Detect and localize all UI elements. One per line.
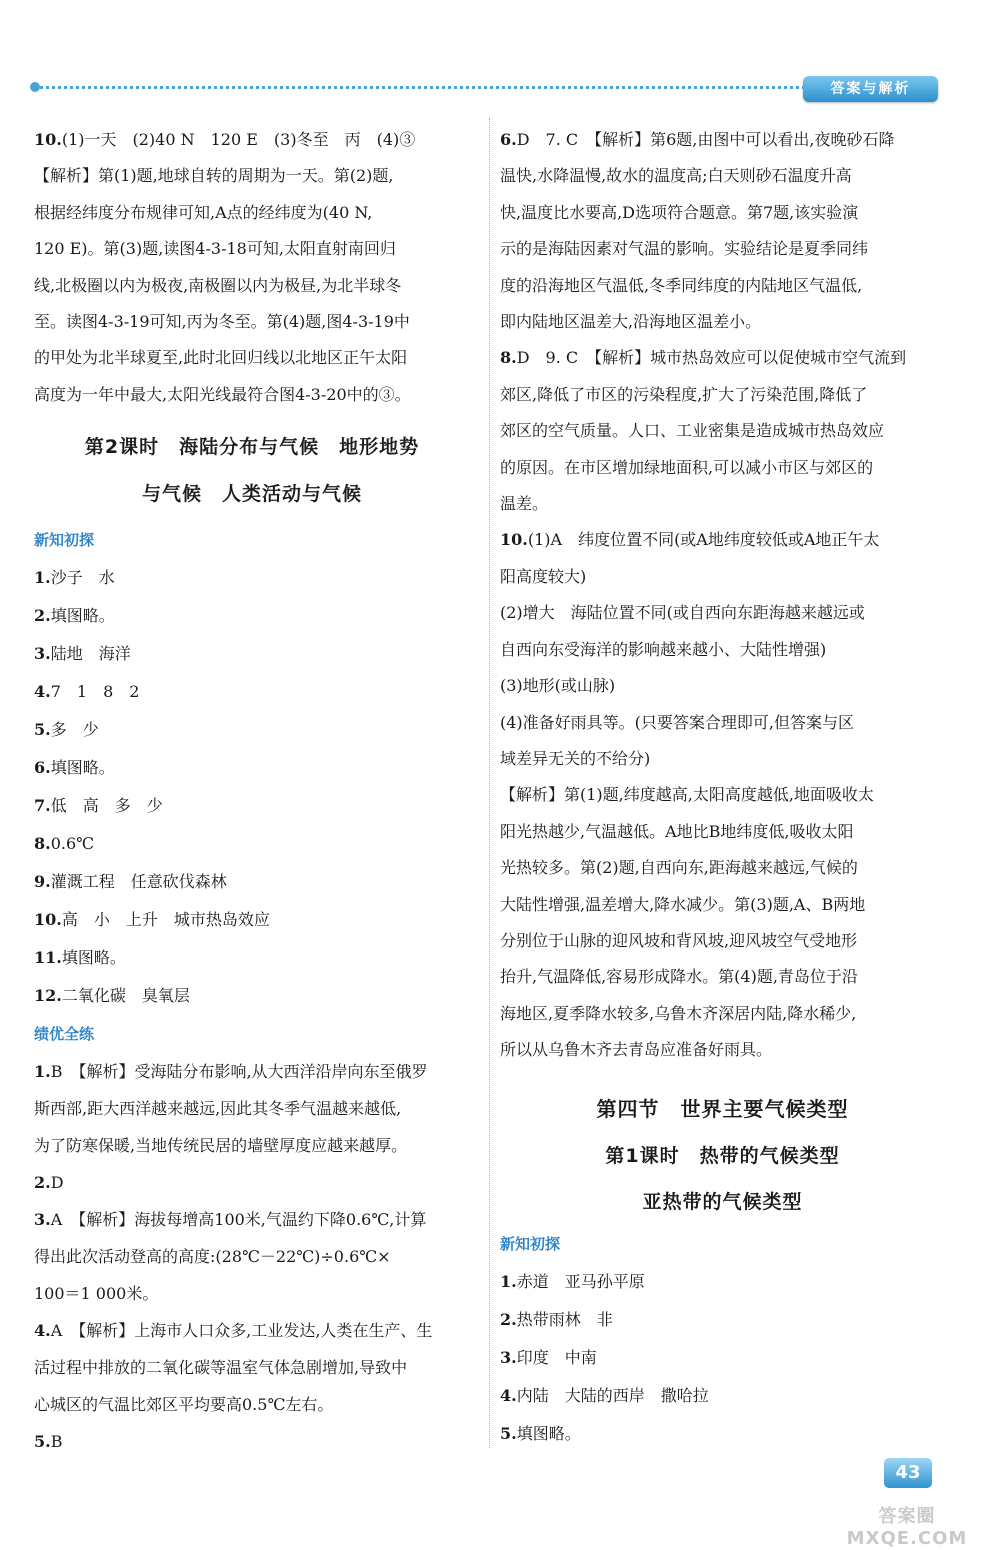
analysis-line: 【解析】第(1)题,地球自转的周期为一天。第(2)题, [34, 166, 394, 186]
section-label-xinzhi: 新知初探 [34, 531, 95, 550]
page-number: 43 [884, 1458, 932, 1488]
list-item: 5.多 少 [34, 720, 99, 740]
analysis-line: 线,北极圈以内为极夜,南极圈以内为极昼,为北半球冬 [34, 275, 402, 295]
header-badge: 答案与解析 [803, 76, 938, 102]
list-item: 6.填图略。 [34, 758, 115, 778]
xinzhi-list-right [500, 1263, 945, 1453]
answer-line: 自西向东受海洋的影响越来越小、大陆性增强) [500, 639, 827, 659]
q10-number: 10. [34, 130, 62, 149]
answer-line: 阳光热越少,气温越低。A地比B地纬度低,吸收太阳 [500, 821, 854, 841]
q8-9-answer: 8.D 9. C 【解析】城市热岛效应可以促使城市空气流到 郊区,降低了市区的污染程度,扩大了污染范围,降低了 郊区的空气质量。人口、工业密集是造成城市热岛效应 的原因。在市区增加绿地面积,可以减小市区与郊区的 温差。 [500, 340, 945, 522]
answer-line: 郊区的空气质量。人口、工业密集是造成城市热岛效应 [500, 421, 885, 441]
answer-line: 分别位于山脉的迎风坡和背风坡,迎风坡空气受地形 [500, 930, 858, 950]
answer-line: 所以从乌鲁木齐去青岛应准备好雨具。 [500, 1040, 773, 1060]
answer-line: 域差异无关的不给分) [500, 748, 651, 768]
list-item: 1.沙子 水 [34, 568, 115, 588]
answer-line: (4)准备好雨具等。(只要答案合理即可,但答案与区 [500, 712, 854, 732]
analysis-line: 120 E)。第(3)题,读图4-3-18可知,太阳直射南回归 [34, 239, 396, 259]
q10-text: (1)一天 (2)40 N 120 E (3)冬至 丙 (4)③ [61, 130, 416, 149]
jiyou-list [34, 1053, 470, 1460]
answer-line: 大陆性增强,温差增大,降水减少。第(3)题,A、B两地 [500, 894, 866, 914]
list-item: 9.灌溉工程 任意砍伐森林 [34, 872, 227, 892]
list-item: 2.填图略。 [34, 606, 115, 626]
xinzhi-list [34, 559, 470, 1015]
lesson1-title-line1: 第1课时 热带的气候类型 [605, 1144, 840, 1167]
q10-analysis [34, 158, 470, 413]
q6-7-answer: 6.D 7. C 【解析】第6题,由图中可以看出,夜晚砂石降 温快,水降温慢,故水的温度高;白天则砂石温度升高 快,温度比水要高,D选项符合题意。第7题,该实验演 示的是海陆因素对气温的影响。实验结论是夏季同纬 度的沿海地区气温低,冬季同纬度的内陆地区气温低, 即内陆地区温差大,沿海地区温差小。 [500, 122, 945, 340]
q10-answer [34, 122, 470, 158]
section-label-jiyou: 绩优全练 [34, 1025, 95, 1044]
list-item: 7.低 高 多 少 [34, 796, 163, 816]
left-column [34, 122, 470, 1460]
list-item: 2.热带雨林 非 [500, 1309, 613, 1329]
right-column [500, 122, 945, 1453]
list-item: 2.D [34, 1173, 64, 1193]
list-item: 4.内陆 大陆的西岸 撒哈拉 [500, 1385, 709, 1405]
list-item-continued: 心城区的气温比郊区平均要高0.5℃左右。 [34, 1395, 334, 1415]
list-item: 12.二氧化碳 臭氧层 [34, 986, 190, 1006]
answer-line: (3)地形(或山脉) [500, 676, 616, 696]
answer-line: 阳高度较大) [500, 566, 587, 586]
list-item: 5.B [34, 1432, 63, 1452]
section-title: 第四节 世界主要气候类型 [596, 1096, 849, 1121]
list-item: 1.B 【解析】受海陆分布影响,从大西洋沿岸向东至俄罗 [34, 1062, 428, 1082]
lesson1-title-line2: 亚热带的气候类型 [642, 1190, 803, 1213]
answer-line: 【解析】第(1)题,纬度越高,太阳高度越低,地面吸收太 [500, 785, 874, 805]
section-label-xinzhi-right: 新知初探 [500, 1234, 561, 1253]
answer-line: 郊区,降低了市区的污染程度,扩大了污染范围,降低了 [500, 384, 868, 404]
list-item-continued: 为了防寒保暖,当地传统民居的墙壁厚度应越来越厚。 [34, 1136, 408, 1156]
list-item: 1.赤道 亚马孙平原 [500, 1271, 645, 1291]
list-item-continued: 活过程中排放的二氧化碳等温室气体急剧增加,导致中 [34, 1358, 408, 1378]
list-item: 3.A 【解析】海拔每增高100米,气温约下降0.6℃,计算 [34, 1210, 427, 1230]
answer-line: 抬升,气温降低,容易形成降水。第(4)题,青岛位于沿 [500, 967, 858, 987]
answer-line: 的原因。在市区增加绿地面积,可以减小市区与郊区的 [500, 457, 874, 477]
answer-line: 快,温度比水要高,D选项符合题意。第7题,该实验演 [500, 202, 859, 222]
q10-answer-right: 10.(1)A 纬度位置不同(或A地纬度较低或A地正午太 阳高度较大) (2)增大 海陆位置不同(或自西向东距海越来越远或 自西向东受海洋的影响越来越小、大陆性增强) (3)地形(或山脉) (4)准备好雨具等。(只要答案合理即可,但答案与区 域差异无关的不给分) 【解析】第(1)题,纬度越高,太阳高度越低,地面吸收太 阳光热越少,气温越低。A地比B地纬度低,吸收太阳 光热较多。第(2)题,自西向东,距海越来越远,气候的 大陆性增强,温差增大,降水减少。第(3)题,A、B两地 分别位于山脉的迎风坡和背风坡,迎风坡空气受地形 抬升,气温降低,容易形成降水。第(4)题,青岛位于沿 海地区,夏季降水较多,乌鲁木齐深居内陆,降水稀少, 所以从乌鲁木齐去青岛应准备好雨具。 [500, 522, 945, 1068]
list-item: 8.0.6℃ [34, 834, 95, 854]
answer-line: (2)增大 海陆位置不同(或自西向东距海越来越远或 [500, 603, 865, 623]
watermark: 答案圈 MXQE.COM [846, 1506, 968, 1549]
column-divider [489, 118, 490, 1448]
header-dotted-rule [35, 86, 805, 89]
list-item: 4.A 【解析】上海市人口众多,工业发达,人类在生产、生 [34, 1321, 433, 1341]
list-item: 3.印度 中南 [500, 1347, 597, 1367]
list-item-continued: 得出此次活动登高的高度:(28℃－22℃)÷0.6℃× [34, 1247, 391, 1267]
answer-line: 光热较多。第(2)题,自西向东,距海越来越远,气候的 [500, 858, 858, 878]
analysis-line: 的甲处为北半球夏至,此时北回归线以北地区正午太阳 [34, 348, 408, 368]
list-item: 5.填图略。 [500, 1423, 581, 1443]
analysis-line: 至。读图4-3-19可知,丙为冬至。第(4)题,图4-3-19中 [34, 312, 410, 332]
list-item: 11.填图略。 [34, 948, 126, 968]
list-item: 4.7 1 8 2 [34, 682, 140, 702]
list-item-continued: 斯西部,距大西洋越来越远,因此其冬季气温越来越低, [34, 1099, 402, 1119]
answer-line: 温快,水降温慢,故水的温度高;白天则砂石温度升高 [500, 166, 852, 186]
answer-line: 示的是海陆因素对气温的影响。实验结论是夏季同纬 [500, 239, 869, 259]
list-item: 3.陆地 海洋 [34, 644, 131, 664]
answer-line: 海地区,夏季降水较多,乌鲁木齐深居内陆,降水稀少, [500, 1003, 857, 1023]
list-item-continued: 100＝1 000米。 [34, 1284, 159, 1304]
list-item: 10.高 小 上升 城市热岛效应 [34, 910, 270, 930]
analysis-line: 根据经纬度分布规律可知,A点的经纬度为(40 N, [34, 202, 373, 222]
analysis-line: 高度为一年中最大,太阳光线最符合图4-3-20中的③。 [34, 384, 411, 404]
lesson2-title-line2: 与气候 人类活动与气候 [141, 483, 362, 506]
answer-line: 温差。 [500, 494, 549, 514]
answer-line: 即内陆地区温差大,沿海地区温差小。 [500, 312, 762, 332]
lesson2-title-line1: 第2课时 海陆分布与气候 地形地势 [84, 436, 420, 459]
answer-line: 度的沿海地区气温低,冬季同纬度的内陆地区气温低, [500, 275, 863, 295]
